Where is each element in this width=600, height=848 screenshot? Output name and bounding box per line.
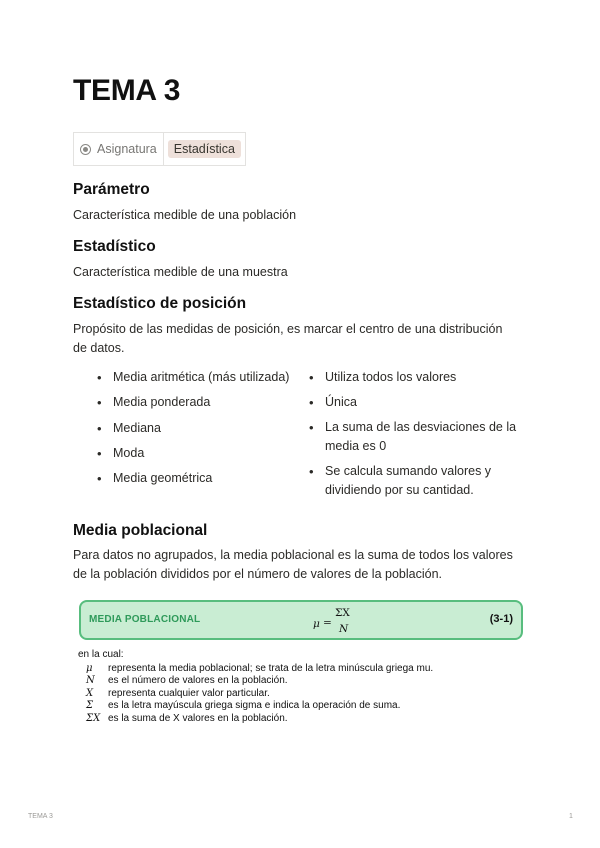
legend-symbol: ΣX [86,712,101,724]
legend-row [78,663,433,676]
list-item: • Media geométrica [97,469,303,488]
list-item: • Única [309,393,533,412]
formula-legend [78,649,433,726]
list-item: • Moda [97,444,303,463]
formula-lhs: μ [313,618,320,630]
legend-row [78,713,433,726]
posicion-text-line2: de datos. [73,341,125,355]
legend-symbol: N [86,675,95,687]
list-item: • Media aritmética (más utilizada) [97,368,303,387]
property-value-cell[interactable] [163,133,245,165]
legend-row [78,688,433,701]
formula-numerator: ΣX [335,607,350,619]
formula-denominator: N [339,623,349,635]
legend-row [78,675,433,688]
legend-text: es la letra mayúscula griega sigma e indica la operación de suma. [108,700,401,712]
select-property-icon [80,144,91,155]
left-column [73,368,303,506]
right-column [303,368,533,506]
list-item: • Se calcula sumando valores y dividiendo por su cantidad. [309,462,533,500]
legend-intro: en la cual: [78,649,124,660]
heading-parametro: Parámetro [73,181,150,198]
list-item: • Media ponderada [97,393,303,412]
heading-media-poblacional: Media poblacional [73,522,208,539]
estadistico-text: Característica medible de una muestra [73,265,288,279]
footer-page-number: 1 [569,813,573,820]
property-row[interactable] [73,132,246,166]
measures-list [73,368,303,488]
formula-equals: = [323,617,332,629]
page-title: TEMA 3 [73,74,181,107]
legend-symbol: X [86,687,94,699]
legend-symbol: Σ [86,700,94,712]
legend-text: es la suma de X valores en la población. [108,712,288,724]
formula-label: MEDIA POBLACIONAL [89,614,201,625]
legend-row [78,700,433,713]
list-item: • Utiliza todos los valores [309,368,533,387]
heading-estadistico: Estadístico [73,238,156,255]
property-label: Asignatura [97,142,157,156]
legend-text: representa cualquier valor particular. [108,687,270,699]
media-text-line2: de la población divididos por el número de valores de la población. [73,567,442,581]
heading-estadistico-posicion: Estadístico de posición [73,295,247,312]
posicion-text-line1: Propósito de las medidas de posición, es marcar el centro de una distribución [73,322,503,336]
parametro-text: Característica medible de una población [73,208,297,222]
formula-box [79,600,523,640]
legend-symbol: μ [86,662,93,674]
property-name[interactable] [74,142,163,156]
formula-number: (3-1) [489,613,513,625]
legend-text: representa la media poblacional; se trata de la letra minúscula griega mu. [108,662,434,674]
list-item: • Mediana [97,419,303,438]
legend-text: es el número de valores en la población. [108,675,288,687]
media-text-line1: Para datos no agrupados, la media poblacional es la suma de todos los valores [73,548,513,562]
list-item: • La suma de las desviaciones de la media es 0 [309,418,533,456]
properties-list [303,368,533,500]
position-columns [73,368,533,506]
footer-title: TEMA 3 [28,813,53,820]
subject-tag[interactable]: Estadística [168,140,241,158]
